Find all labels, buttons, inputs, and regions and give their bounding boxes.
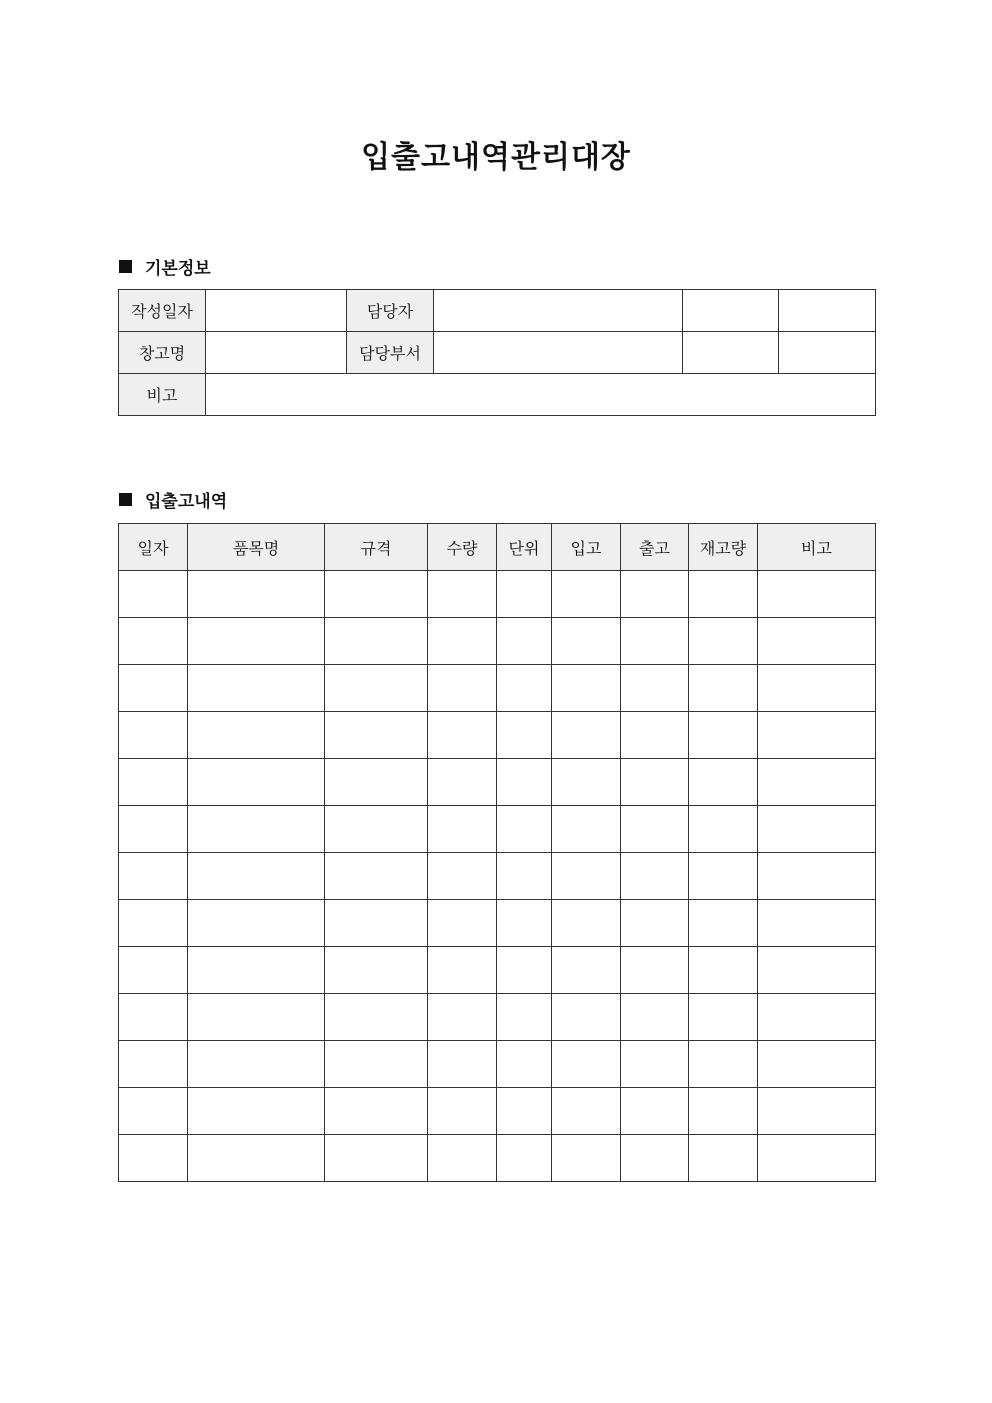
table-row — [119, 1135, 876, 1182]
cell-in[interactable] — [552, 712, 621, 759]
cell-note[interactable] — [758, 1088, 876, 1135]
cell-date[interactable] — [119, 759, 188, 806]
cell-qty[interactable] — [428, 994, 497, 1041]
cell-date[interactable] — [119, 1088, 188, 1135]
cell-qty[interactable] — [428, 947, 497, 994]
cell-unit[interactable] — [497, 947, 552, 994]
cell-qty[interactable] — [428, 712, 497, 759]
cell-item[interactable] — [188, 1088, 325, 1135]
info-row-2 — [119, 332, 876, 374]
table-row — [119, 712, 876, 759]
cell-qty[interactable] — [428, 571, 497, 618]
cell-note[interactable] — [758, 618, 876, 665]
cell-stock[interactable] — [689, 618, 758, 665]
cell-date[interactable] — [119, 853, 188, 900]
cell-unit[interactable] — [497, 853, 552, 900]
cell-unit[interactable] — [497, 1041, 552, 1088]
manager-field[interactable] — [434, 290, 683, 332]
cell-date[interactable] — [119, 806, 188, 853]
cell-unit[interactable] — [497, 806, 552, 853]
cell-item[interactable] — [188, 947, 325, 994]
cell-date[interactable] — [119, 1135, 188, 1182]
cell-in[interactable] — [552, 1135, 621, 1182]
cell-out[interactable] — [621, 712, 689, 759]
col-item-header: 품목명 — [188, 524, 325, 571]
document-title: 입출고내역관리대장 — [361, 140, 631, 175]
cell-item[interactable] — [188, 759, 325, 806]
table-row — [119, 1088, 876, 1135]
cell-note[interactable] — [758, 1135, 876, 1182]
cell-note[interactable] — [758, 853, 876, 900]
cell-unit[interactable] — [497, 665, 552, 712]
cell-note[interactable] — [758, 806, 876, 853]
cell-out[interactable] — [621, 759, 689, 806]
ledger-table — [118, 523, 876, 1182]
cell-qty[interactable] — [428, 1088, 497, 1135]
cell-item[interactable] — [188, 806, 325, 853]
cell-note[interactable] — [758, 947, 876, 994]
cell-stock[interactable] — [689, 1088, 758, 1135]
cell-qty[interactable] — [428, 806, 497, 853]
department-label: 담당부서 — [347, 332, 434, 374]
cell-out[interactable] — [621, 994, 689, 1041]
cell-note[interactable] — [758, 994, 876, 1041]
cell-item[interactable] — [188, 571, 325, 618]
cell-out[interactable] — [621, 618, 689, 665]
extra-field-1a[interactable] — [683, 290, 779, 332]
cell-out[interactable] — [621, 947, 689, 994]
cell-stock[interactable] — [689, 665, 758, 712]
cell-qty[interactable] — [428, 900, 497, 947]
cell-qty[interactable] — [428, 853, 497, 900]
table-row — [119, 759, 876, 806]
cell-note[interactable] — [758, 665, 876, 712]
cell-qty[interactable] — [428, 1041, 497, 1088]
cell-unit[interactable] — [497, 1135, 552, 1182]
cell-item[interactable] — [188, 853, 325, 900]
cell-unit[interactable] — [497, 759, 552, 806]
col-out-header: 출고 — [621, 524, 689, 571]
cell-in[interactable] — [552, 665, 621, 712]
cell-out[interactable] — [621, 1041, 689, 1088]
cell-stock[interactable] — [689, 712, 758, 759]
cell-out[interactable] — [621, 853, 689, 900]
table-row — [119, 900, 876, 947]
col-spec-header: 규격 — [325, 524, 428, 571]
ledger-heading-text: 입출고내역 — [145, 492, 228, 512]
col-date-header: 일자 — [119, 524, 188, 571]
table-row — [119, 947, 876, 994]
col-stock-header: 재고량 — [689, 524, 758, 571]
cell-spec[interactable] — [325, 665, 428, 712]
cell-item[interactable] — [188, 618, 325, 665]
cell-date[interactable] — [119, 947, 188, 994]
cell-item[interactable] — [188, 712, 325, 759]
cell-in[interactable] — [552, 759, 621, 806]
cell-spec[interactable] — [325, 571, 428, 618]
cell-in[interactable] — [552, 571, 621, 618]
cell-out[interactable] — [621, 665, 689, 712]
col-unit-header: 단위 — [497, 524, 552, 571]
extra-field-2b[interactable] — [779, 332, 876, 374]
basic-info-heading — [119, 254, 211, 279]
cell-in[interactable] — [552, 994, 621, 1041]
warehouse-label: 창고명 — [119, 332, 206, 374]
cell-spec[interactable] — [325, 1135, 428, 1182]
cell-note[interactable] — [758, 712, 876, 759]
cell-in[interactable] — [552, 618, 621, 665]
cell-out[interactable] — [621, 1088, 689, 1135]
cell-out[interactable] — [621, 1135, 689, 1182]
cell-note[interactable] — [758, 1041, 876, 1088]
cell-unit[interactable] — [497, 618, 552, 665]
cell-spec[interactable] — [325, 853, 428, 900]
col-qty-header: 수량 — [428, 524, 497, 571]
cell-out[interactable] — [621, 900, 689, 947]
col-in-header: 입고 — [552, 524, 621, 571]
table-row — [119, 853, 876, 900]
cell-qty[interactable] — [428, 618, 497, 665]
table-row — [119, 665, 876, 712]
table-row — [119, 806, 876, 853]
basic-info-table — [118, 289, 876, 416]
cell-stock[interactable] — [689, 806, 758, 853]
warehouse-field[interactable] — [206, 332, 347, 374]
cell-stock[interactable] — [689, 947, 758, 994]
cell-unit[interactable] — [497, 1088, 552, 1135]
extra-field-2a[interactable] — [683, 332, 779, 374]
ledger-header-row — [119, 524, 876, 571]
col-note-header: 비고 — [758, 524, 876, 571]
date-field[interactable] — [206, 290, 347, 332]
cell-unit[interactable] — [497, 571, 552, 618]
cell-spec[interactable] — [325, 712, 428, 759]
cell-item[interactable] — [188, 994, 325, 1041]
table-row — [119, 618, 876, 665]
info-row-1 — [119, 290, 876, 332]
cell-qty[interactable] — [428, 1135, 497, 1182]
cell-stock[interactable] — [689, 900, 758, 947]
cell-note[interactable] — [758, 900, 876, 947]
square-bullet-icon — [119, 493, 132, 506]
basic-info-heading-text: 기본정보 — [145, 259, 211, 279]
cell-item[interactable] — [188, 900, 325, 947]
cell-date[interactable] — [119, 571, 188, 618]
cell-date[interactable] — [119, 618, 188, 665]
table-row — [119, 1041, 876, 1088]
cell-out[interactable] — [621, 806, 689, 853]
cell-stock[interactable] — [689, 1135, 758, 1182]
cell-item[interactable] — [188, 1041, 325, 1088]
cell-stock[interactable] — [689, 853, 758, 900]
cell-stock[interactable] — [689, 759, 758, 806]
cell-note[interactable] — [758, 759, 876, 806]
cell-unit[interactable] — [497, 994, 552, 1041]
cell-in[interactable] — [552, 806, 621, 853]
cell-spec[interactable] — [325, 1041, 428, 1088]
cell-out[interactable] — [621, 571, 689, 618]
cell-date[interactable] — [119, 1041, 188, 1088]
table-row — [119, 994, 876, 1041]
cell-spec[interactable] — [325, 618, 428, 665]
cell-stock[interactable] — [689, 994, 758, 1041]
cell-stock[interactable] — [689, 571, 758, 618]
square-bullet-icon — [119, 260, 132, 273]
cell-unit[interactable] — [497, 900, 552, 947]
cell-unit[interactable] — [497, 712, 552, 759]
cell-item[interactable] — [188, 1135, 325, 1182]
cell-spec[interactable] — [325, 900, 428, 947]
cell-note[interactable] — [758, 571, 876, 618]
cell-in[interactable] — [552, 947, 621, 994]
note-label: 비고 — [119, 374, 206, 416]
cell-in[interactable] — [552, 900, 621, 947]
cell-spec[interactable] — [325, 947, 428, 994]
cell-date[interactable] — [119, 900, 188, 947]
cell-qty[interactable] — [428, 759, 497, 806]
manager-label: 담당자 — [347, 290, 434, 332]
cell-stock[interactable] — [689, 1041, 758, 1088]
cell-spec[interactable] — [325, 994, 428, 1041]
cell-date[interactable] — [119, 665, 188, 712]
cell-in[interactable] — [552, 1088, 621, 1135]
cell-spec[interactable] — [325, 1088, 428, 1135]
cell-spec[interactable] — [325, 759, 428, 806]
table-row — [119, 571, 876, 618]
date-label: 작성일자 — [119, 290, 206, 332]
ledger-heading — [119, 487, 227, 512]
cell-spec[interactable] — [325, 806, 428, 853]
cell-date[interactable] — [119, 994, 188, 1041]
note-field[interactable] — [206, 374, 876, 416]
cell-in[interactable] — [552, 853, 621, 900]
extra-field-1b[interactable] — [779, 290, 876, 332]
cell-in[interactable] — [552, 1041, 621, 1088]
cell-qty[interactable] — [428, 665, 497, 712]
cell-item[interactable] — [188, 665, 325, 712]
info-row-3 — [119, 374, 876, 416]
department-field[interactable] — [434, 332, 683, 374]
cell-date[interactable] — [119, 712, 188, 759]
